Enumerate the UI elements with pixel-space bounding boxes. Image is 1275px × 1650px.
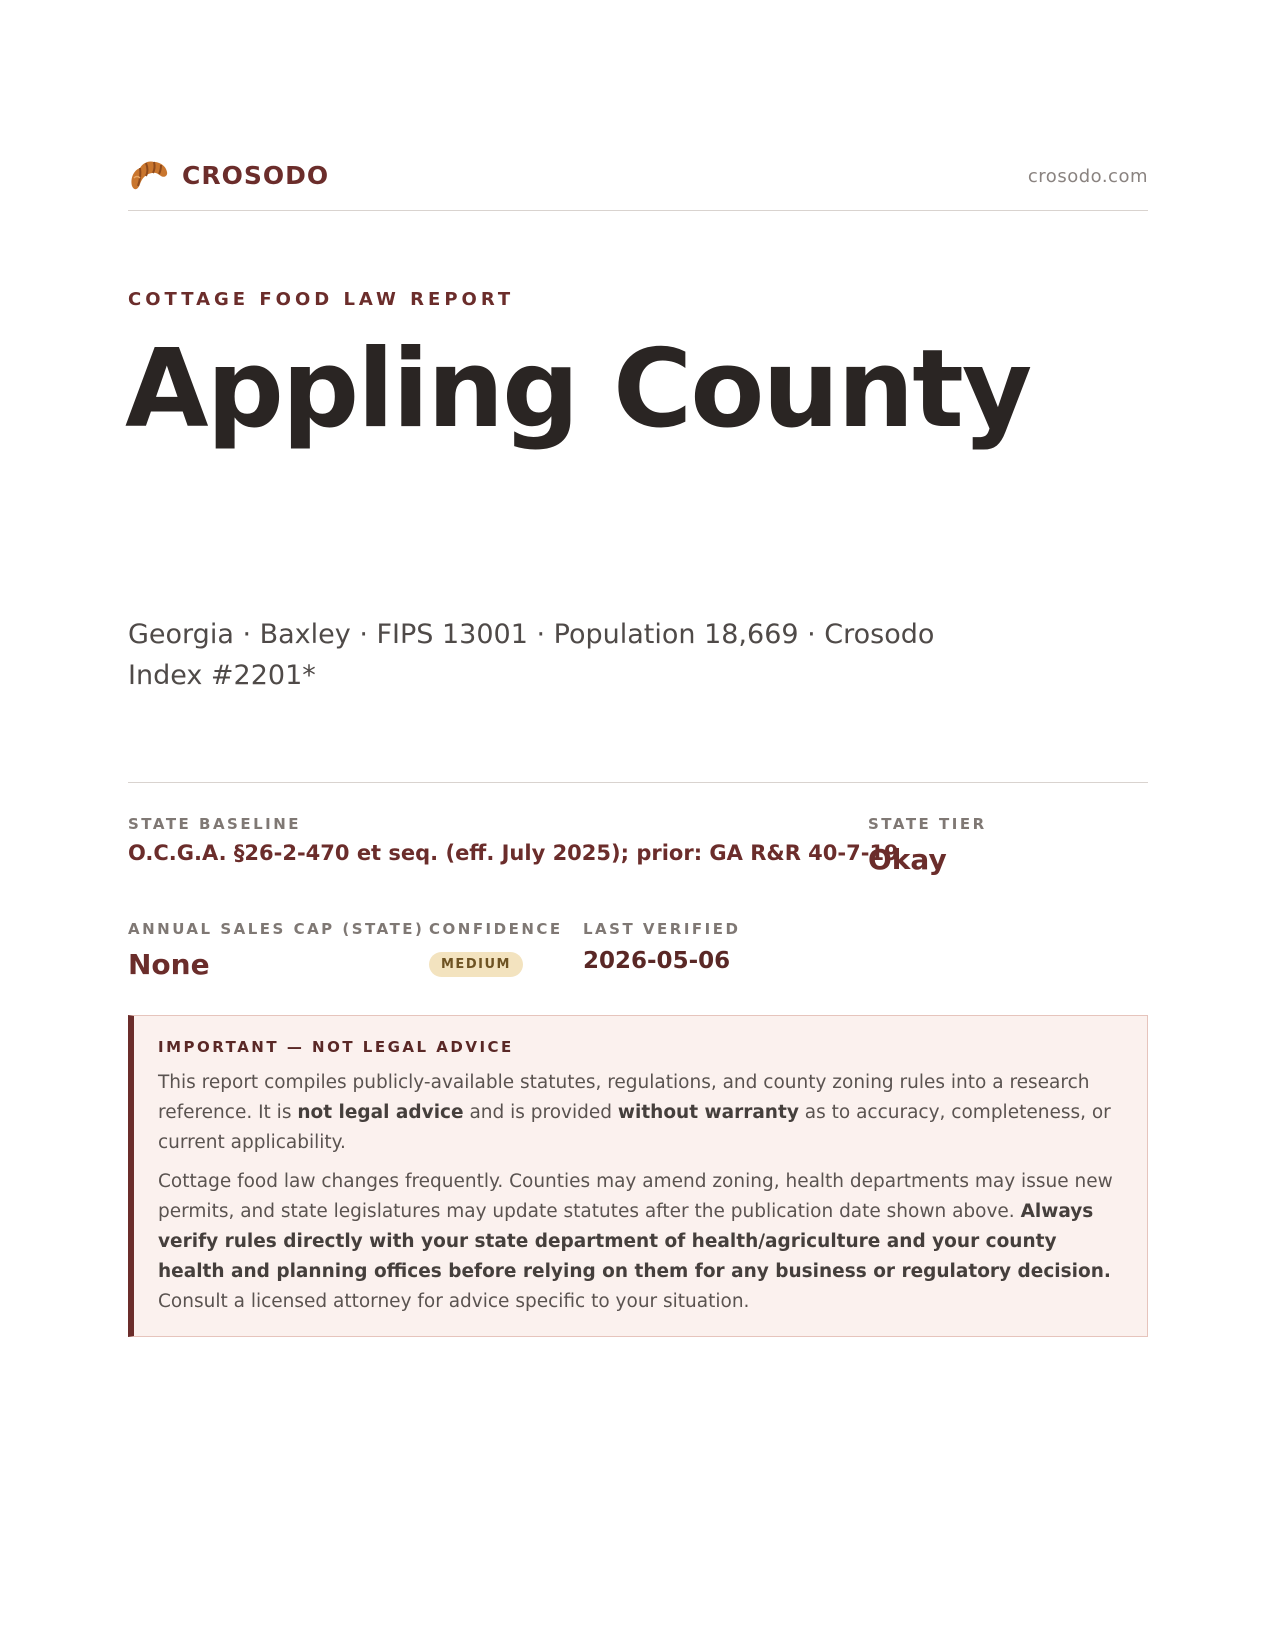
last-verified-value: 2026-05-06	[583, 948, 731, 974]
notice-text: Cottage food law changes frequently. Counties may amend zoning, health departments may issue new permits, and state legislatures may update statutes after the publication date shown above.	[158, 1171, 1113, 1222]
sales-cap-value: None	[128, 948, 210, 981]
page-header	[128, 156, 1148, 211]
page-title: Appling County	[125, 327, 1031, 452]
notice-paragraph-1	[158, 1068, 1121, 1158]
notice-emphasis: Always verify rules directly with your state department of health/agriculture and your county health and planning offices before relying on them for any business or regulatory decision.	[158, 1201, 1111, 1282]
state-baseline-label: STATE BASELINE	[128, 815, 302, 833]
notice-text: Consult a licensed attorney for advice specific to your situation.	[158, 1291, 750, 1312]
site-link[interactable]: crosodo.com	[1027, 166, 1148, 187]
state-tier-label: STATE TIER	[868, 815, 987, 833]
last-verified-field	[583, 920, 740, 974]
confidence-badge: MEDIUM	[429, 952, 523, 977]
notice-text: as to accuracy, completeness, or current applicability.	[158, 1102, 1111, 1153]
state-baseline-field	[128, 815, 899, 865]
last-verified-label: LAST VERIFIED	[583, 920, 741, 938]
notice-emphasis: without warranty	[617, 1102, 799, 1123]
confidence-field	[429, 920, 563, 977]
brand-logo	[128, 156, 329, 194]
notice-text: This report compiles publicly-available statutes, regulations, and county zoning rules into a research reference. It is	[158, 1072, 1090, 1123]
sales-cap-label: ANNUAL SALES CAP (STATE)	[128, 920, 425, 938]
confidence-label: CONFIDENCE	[429, 920, 563, 938]
state-tier-value: Okay	[868, 843, 947, 876]
report-eyebrow: COTTAGE FOOD LAW REPORT	[128, 289, 515, 310]
notice-title: IMPORTANT — NOT LEGAL ADVICE	[158, 1038, 514, 1056]
state-baseline-value: O.C.G.A. §26-2-470 et seq. (eff. July 2025); prior: GA R&R 40-7-19	[128, 841, 899, 865]
brand-name: CROSODO	[182, 160, 330, 190]
notice-paragraph-2	[158, 1167, 1121, 1317]
croissant-icon	[128, 156, 170, 194]
legal-notice	[128, 1015, 1148, 1337]
state-tier-field	[868, 815, 987, 876]
report-page	[125, 0, 1148, 1650]
notice-emphasis: not legal advice	[297, 1102, 464, 1123]
section-divider	[128, 782, 1148, 783]
report-subtitle: Georgia · Baxley · FIPS 13001 · Population 18,669 · Crosodo Index #2201*	[128, 619, 935, 691]
notice-text: and is provided	[463, 1102, 618, 1123]
sales-cap-field	[128, 920, 424, 981]
